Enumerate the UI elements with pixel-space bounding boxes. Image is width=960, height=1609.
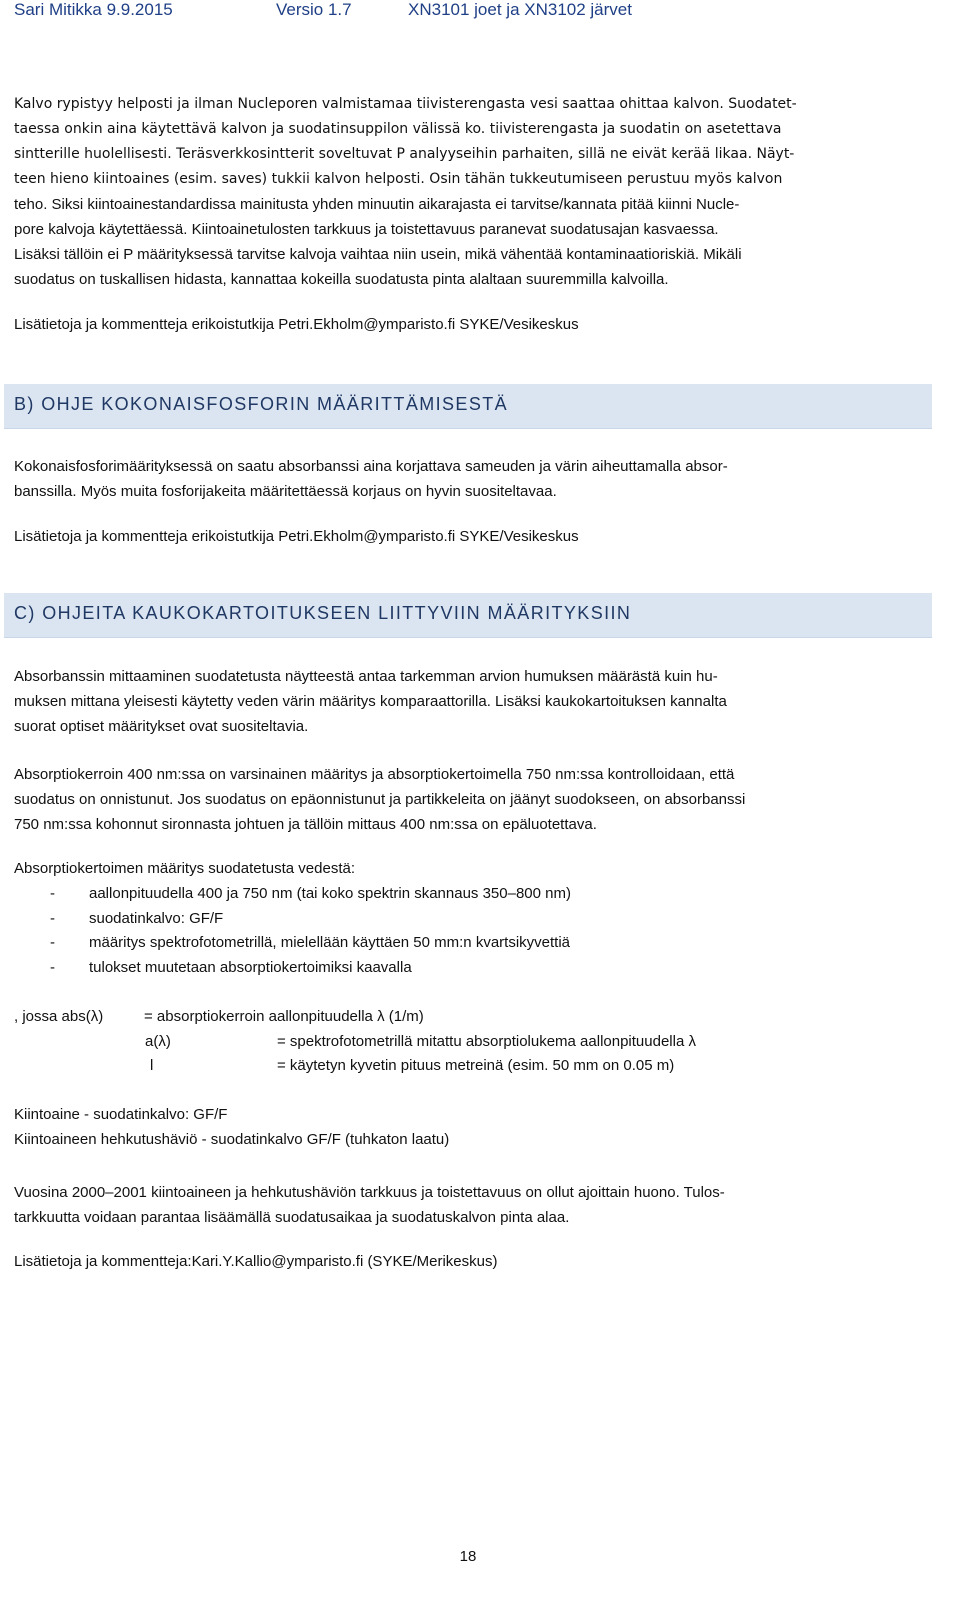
list-dash: -	[50, 959, 55, 976]
text-line: sintterille huolellisesti. Teräsverkkosintterit soveltuvat P analyyseihin parhaiten, sillä ne eivät kerää likaa. Näyt-	[14, 146, 795, 162]
formula-row1-definition: = absorptiokerroin aallonpituudella λ (1/m)	[144, 1008, 424, 1025]
text-line: muksen mittana yleisesti käytetty veden värin määritys komparaattorilla. Lisäksi kaukokartoituksen kannalta	[14, 693, 727, 710]
list-dash: -	[50, 934, 55, 951]
text-line: 750 nm:ssa kohonnut sironnasta johtuen ja tällöin mittaus 400 nm:ssa on epäluotettava.	[14, 816, 597, 833]
text-line: taessa onkin aina käytettävä kalvon ja suodatinsuppilon välissä ko. tiivisterengasta ja suodatin on asetettava	[14, 121, 782, 137]
solids-line-1: Kiintoaine - suodatinkalvo: GF/F	[14, 1106, 228, 1123]
list-dash: -	[50, 885, 55, 902]
text-line: banssilla. Myös muita fosforijakeita määritettäessä korjaus on hyvin suositeltavaa.	[14, 483, 557, 500]
solids-line-2: Kiintoaineen hehkutushäviö - suodatinkalvo GF/F (tuhkaton laatu)	[14, 1131, 450, 1148]
list-item-text: tulokset muutetaan absorptiokertoimiksi kaavalla	[89, 959, 412, 976]
text-line: Vuosina 2000–2001 kiintoaineen ja hehkutushäviön tarkkuus ja toistettavuus on ollut ajoittain huono. Tulos-	[14, 1184, 725, 1201]
text-line: pore kalvoja käytettäessä. Kiintoainetulosten tarkkuus ja toistettavuus paranevat suodatusajan kasvaessa.	[14, 221, 719, 238]
text-line: suorat optiset määritykset ovat suositeltavia.	[14, 718, 309, 735]
section-b-contact: Lisätietoja ja kommentteja erikoistutkija Petri.Ekholm@ymparisto.fi SYKE/Vesikeskus	[14, 528, 579, 545]
text-line: tarkkuutta voidaan parantaa lisäämällä suodatusaikaa ja suodatuskalvon pinta alaa.	[14, 1209, 570, 1226]
text-line: teen hieno kiintoaines (esim. saves) tukkii kalvon helposti. Osin tähän tukkeutumiseen perustuu myös kalvon	[14, 171, 783, 187]
header-author-date: Sari Mitikka 9.9.2015	[14, 0, 173, 19]
list-item-text: määritys spektrofotometrillä, mielellään käyttäen 50 mm:n kvartsikyvettiä	[89, 934, 571, 951]
text-line: Kokonaisfosforimäärityksessä on saatu absorbanssi aina korjattava sameuden ja värin aiheuttamalla absor-	[14, 458, 728, 475]
section-c-paragraph-2	[14, 762, 929, 837]
text-line: Lisäksi tällöin ei P määrityksessä tarvitse kalvoja vaihtaa niin usein, mikä vähentää kontaminaatioriskiä. Mikäli	[14, 246, 742, 263]
header-title: XN3101 joet ja XN3102 järvet	[408, 0, 632, 19]
section-b-heading-band	[4, 384, 932, 428]
list-item-text: suodatinkalvo: GF/F	[89, 910, 224, 927]
section-c-heading: C) OHJEITA KAUKOKARTOITUKSEEN LIITTYVIIN MÄÄRITYKSIIN	[14, 603, 632, 623]
section-c-paragraph-3	[14, 1180, 929, 1230]
section-c-heading-band	[4, 593, 932, 637]
list-item-text: aallonpituudella 400 ja 750 nm (tai koko spektrin skannaus 350–800 nm)	[89, 885, 571, 902]
formula-row1-label: , jossa abs(λ)	[14, 1008, 104, 1025]
intro-paragraph-cont	[14, 192, 929, 292]
page-number: 18	[459, 1548, 477, 1565]
formula-row2-label: a(λ)	[145, 1033, 171, 1050]
list-dash: -	[50, 910, 55, 927]
text-line: Kalvo rypistyy helposti ja ilman Nucleporen valmistamaa tiivisterengasta vesi saattaa ohittaa kalvon. Suodatet-	[14, 96, 797, 112]
intro-contact: Lisätietoja ja kommentteja erikoistutkija Petri.Ekholm@ymparisto.fi SYKE/Vesikeskus	[14, 316, 579, 333]
text-line: teho. Siksi kiintoainestandardissa mainitusta yhden minuutin aikarajasta ei tarvitse/kannata pitää kiinni Nucle-	[14, 196, 740, 213]
header-version: Versio 1.7	[276, 0, 352, 19]
section-b-heading: B) OHJE KOKONAISFOSFORIN MÄÄRITTÄMISESTÄ	[14, 394, 509, 414]
text-line: Absorbanssin mittaaminen suodatetusta näytteestä antaa tarkemman arvion humuksen määrästä kuin hu-	[14, 668, 718, 685]
formula-row2-definition: = spektrofotometrillä mitattu absorptiolukema aallonpituudella λ	[277, 1033, 696, 1050]
text-line: suodatus on onnistunut. Jos suodatus on epäonnistunut ja partikkeleita on jäänyt suodokseen, on absorbanssi	[14, 791, 746, 808]
formula-row3-definition: = käytetyn kyvetin pituus metreinä (esim. 50 mm on 0.05 m)	[277, 1057, 675, 1074]
intro-paragraph	[14, 92, 929, 192]
formula-row3-label: l	[150, 1057, 154, 1074]
text-line: suodatus on tuskallisen hidasta, kannattaa kokeilla suodatusta pinta alaltaan suuremmilla kalvoilla.	[14, 271, 669, 288]
list-intro: Absorptiokertoimen määritys suodatetusta vedestä:	[14, 860, 356, 877]
section-b-paragraph	[14, 454, 929, 504]
section-c-contact: Lisätietoja ja kommentteja:Kari.Y.Kallio@ymparisto.fi (SYKE/Merikeskus)	[14, 1253, 498, 1270]
section-c-paragraph-1	[14, 664, 929, 739]
text-line: Absorptiokerroin 400 nm:ssa on varsinainen määritys ja absorptiokertoimella 750 nm:ssa kontrolloidaan, että	[14, 766, 735, 783]
